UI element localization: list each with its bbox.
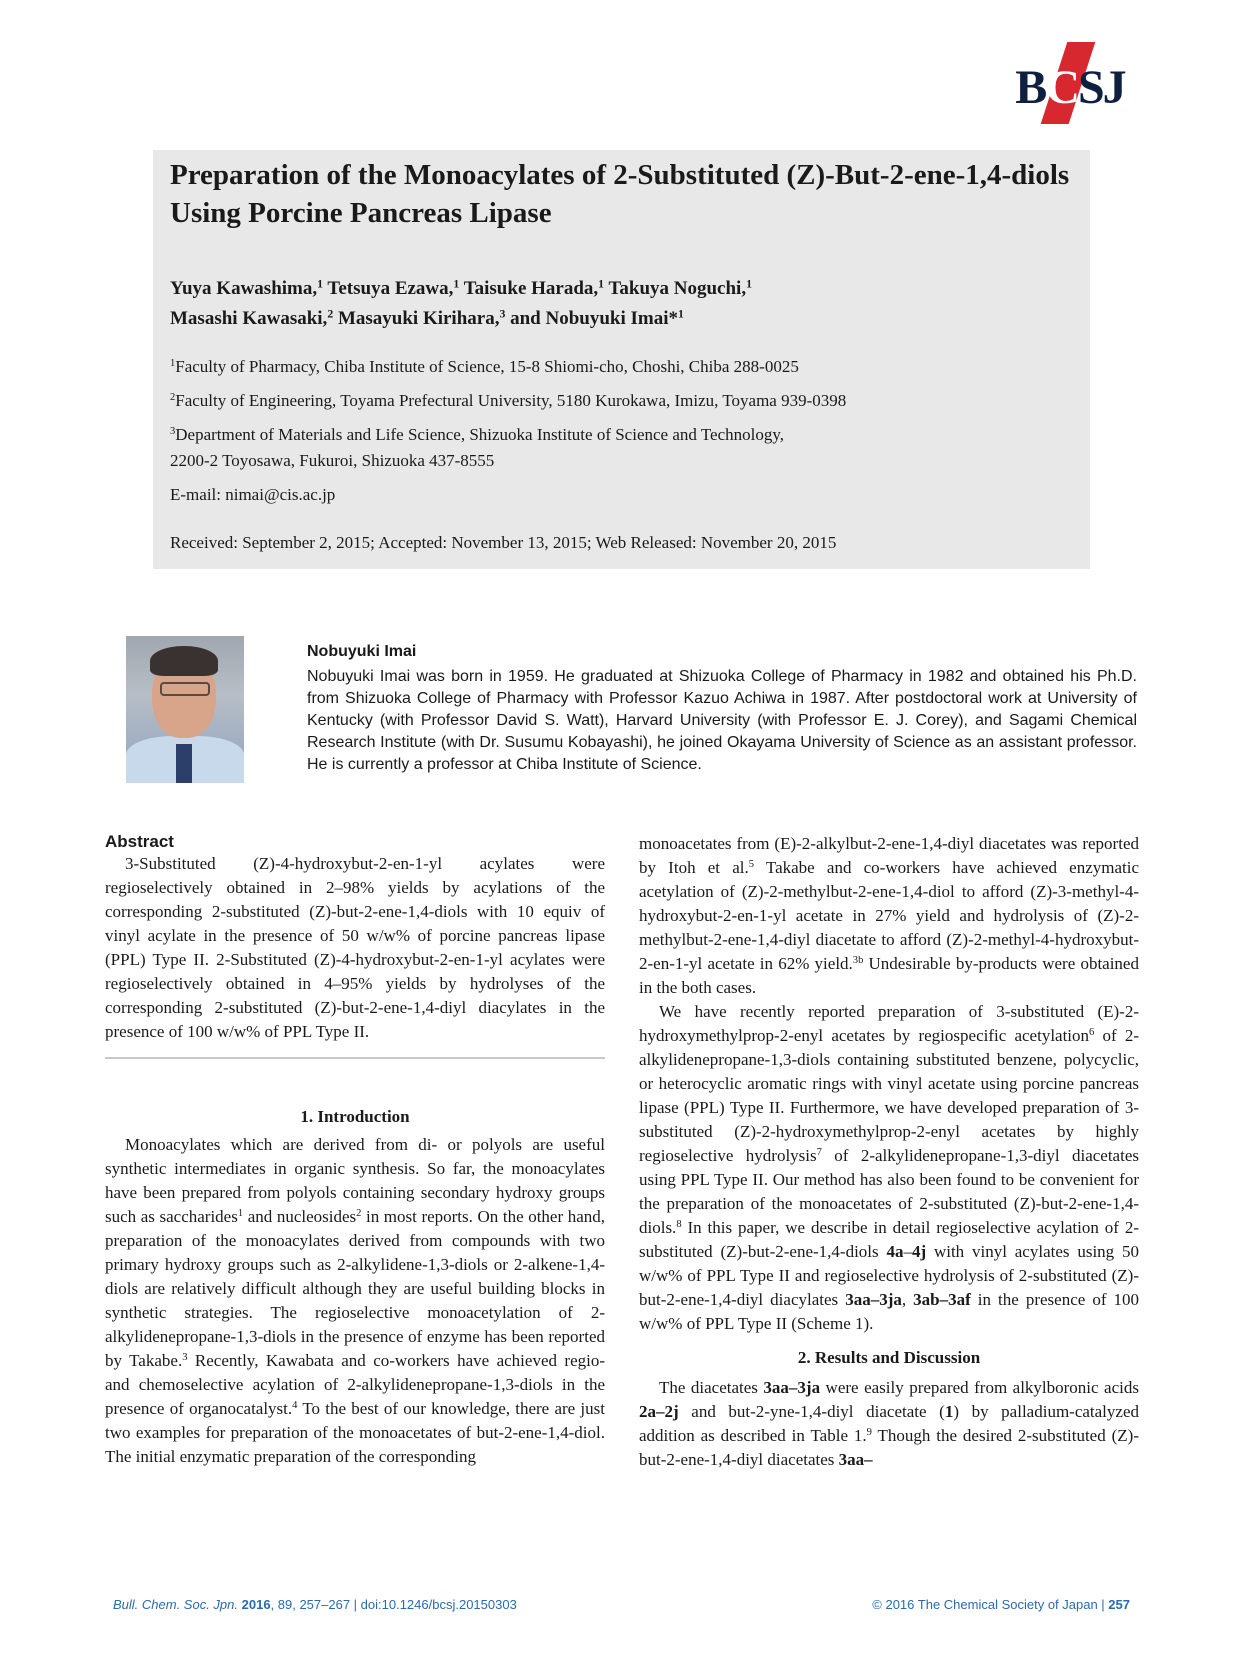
section-heading-introduction: 1. Introduction xyxy=(300,1107,410,1126)
abstract-text: 3-Substituted (Z)-4-hydroxybut-2-en-1-yl acylates were regioselectively obtained in 2–98% yields by acylations of the corresponding 2-substituted (Z)-but-2-ene-1,4-diols with 10 equiv of vinyl acylate in the presence of 50 w/w% of porcine pancreas lipase (PPL) Type II. 2-Substituted (Z)-4-hydroxybut-2-en-1-yl acylates were regioselectively obtained in 4–95% yields by hydrolyses of the corresponding 2-substituted (Z)-but-2-ene-1,4-diyl diacylates in the presence of 100 w/w% of PPL Type II. xyxy=(105,854,605,1041)
email[interactable]: E-mail: nimai@cis.ac.jp xyxy=(170,485,336,504)
authors-line-1: Yuya Kawashima,$^1$ Tetsuya Ezawa,$^1$ Taisuke Harada,$^1$ Takuya Noguchi,$^1$ xyxy=(170,277,752,299)
abstract-heading: Abstract xyxy=(105,832,174,851)
received-dates: Received: September 2, 2015; Accepted: November 13, 2015; Web Released: November 20, 2015 xyxy=(170,533,837,552)
left-column xyxy=(105,832,605,1469)
right-paragraph-1: monoacetates from (E)-2-alkylbut-2-ene-1,4-diyl diacetates was reported by Itoh et al.$^5$ Takabe and co-workers have achieved enzymatic acetylation of (Z)-2-methylbut-2-ene-1,4-diol to afford (Z)-3-methyl-4-hydroxybut-2-en-1-yl acetate in 27% yield and hydrolysis of (Z)-2-methylbut-2-ene-1,4-diyl diacetate to afford (Z)-2-methyl-4-hydroxybut-2-en-1-yl acetate in 62% yield.$^{3b}$ Undesirable by-products were obtained in the both cases. xyxy=(639,834,1139,997)
section-heading-results: 2. Results and Discussion xyxy=(797,1348,981,1367)
paper-title: Preparation of the Monoacylates of 2-Substituted (Z)-But-2-ene-1,4-diols Using Porcine Pancreas Lipase xyxy=(170,159,1070,229)
affiliation-2: $^2$Faculty of Engineering, Toyama Prefectural University, 5180 Kurokawa, Imizu, Toyama 939-0398 xyxy=(170,391,847,410)
affiliation-1: $^1$Faculty of Pharmacy, Chiba Institute of Science, 15-8 Shiomi-cho, Choshi, Chiba 288-0025 xyxy=(170,357,799,376)
page-number: 257 xyxy=(1108,1597,1130,1612)
right-paragraph-2: We have recently reported preparation of 3-substituted (E)-2-hydroxymethylprop-2-enyl acetates by regiospecific acetylation$^6$ of 2-alkylidenepropane-1,3-diols containing substituted benzene, polycyclic, or heterocyclic aromatic rings with vinyl acetate using porcine pancreas lipase (PPL) Type II. Furthermore, we have developed preparation of 3-substituted (Z)-2-hydroxymethylprop-2-enyl acetates by highly regioselective hydrolysis$^7$ of 2-alkylidenepropane-1,3-diyl diacetates using PPL Type II. Our method has also been found to be convenient for the preparation of the monoacetates of 2-substituted (Z)-but-2-ene-1,4-diols.$^8$ In this paper, we describe in detail regioselective acylation of 2-substituted (Z)-but-2-ene-1,4-diols 4a–4j with vinyl acylates using 50 w/w% of PPL Type II and regioselective hydrolysis of 2-substituted (Z)-but-2-ene-1,4-diyl diacylates 3aa–3ja, 3ab–3af in the presence of 100 w/w% of PPL Type II (Scheme 1). xyxy=(639,1002,1140,1333)
author-list xyxy=(170,274,1070,334)
abstract-divider xyxy=(105,1057,605,1059)
footer-copyright: © 2016 The Chemical Society of Japan | 257 xyxy=(872,1597,1130,1612)
authors-line-2: Masashi Kawasaki,$^2$ Masayuki Kirihara,$^3$ and Nobuyuki Imai*$^1$ xyxy=(170,307,684,329)
intro-paragraph: Monoacylates which are derived from di- or polyols are useful synthetic intermediates in organic synthesis. So far, the monoacylates have been prepared from polyols containing secondary hydroxy groups such as saccharides$^1$ and nucleosides$^2$ in most reports. On the other hand, preparation of the monoacylates derived from compounds with two primary hydroxy groups such as 2-alkylidene-1,3-diols or 2-alkene-1,4-diols are relatively difficult although they are useful building blocks in synthetic strategies. The regioselective monoacetylation of 2-alkylidenepropane-1,3-diols in the presence of enzyme has been reported by Takabe.$^3$ Recently, Kawabata and co-workers have achieved regio- and chemoselective acylation of 2-alkylidenepropane-1,3-diols in the presence of organocatalyst.$^4$ To the best of our knowledge, there are just two examples for preparation of the monoacetates of but-2-ene-1,4-diol. The initial enzymatic preparation of the corresponding xyxy=(105,1135,606,1466)
logo-text: BCSJ xyxy=(1015,61,1125,114)
author-photo xyxy=(126,636,244,783)
bio-text: Nobuyuki Imai was born in 1959. He graduated at Shizuoka College of Pharmacy in 1982 and obtained his Ph.D. from Shizuoka College of Pharmacy with Professor Kazuo Achiwa in 1987. After postdoctoral work at University of Kentucky (with Professor David S. Watt), Harvard University (with Professor E. J. Corey), and Sagami Chemical Research Institute (with Dr. Susumu Kobayashi), he joined Okayama University of Science as an assistant professor. He is currently a professor at Chiba Institute of Science. xyxy=(307,668,1137,773)
affiliation-3: $^3$Department of Materials and Life Science, Shizuoka Institute of Science and Technology, 2200-2 Toyosawa, Fukuroi, Shizuoka 437-8555 xyxy=(170,425,784,470)
right-paragraph-3: The diacetates 3aa–3ja were easily prepared from alkylboronic acids 2a–2j and but-2-yne-1,4-diyl diacetate (1) by palladium-catalyzed addition as described in Table 1.$^9$ Though the desired 2-substituted (Z)-but-2-ene-1,4-diyl diacetates 3aa– xyxy=(639,1378,1139,1469)
footer-citation[interactable]: Bull. Chem. Soc. Jpn. 2016, 89, 257–267 | doi:10.1246/bcsj.20150303 xyxy=(113,1597,517,1612)
right-column xyxy=(639,832,1139,1472)
journal-logo xyxy=(1010,40,1130,130)
bio-name: Nobuyuki Imai xyxy=(307,643,417,660)
